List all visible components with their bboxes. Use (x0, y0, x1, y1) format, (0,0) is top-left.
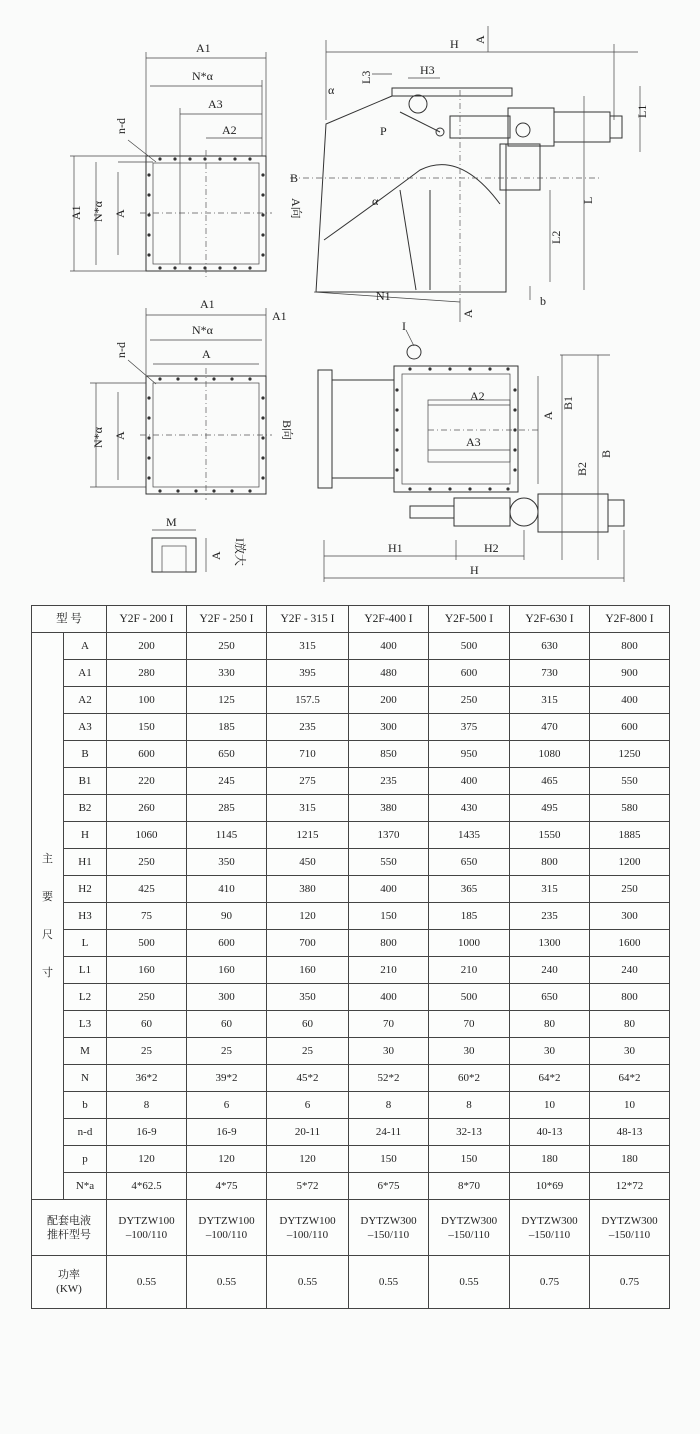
param-name: B1 (64, 768, 107, 795)
dimension-table (31, 605, 670, 1309)
table-row (32, 795, 670, 822)
param-name: A1 (64, 660, 107, 687)
actuator-cell (590, 1200, 670, 1256)
table-cell: 400 (349, 633, 429, 660)
table-cell: 1250 (590, 741, 670, 768)
table-cell: 235 (267, 714, 349, 741)
param-name: L3 (64, 1011, 107, 1038)
power-cell: 0.55 (187, 1256, 267, 1309)
table-cell: 1000 (429, 930, 510, 957)
table-cell: 30 (429, 1038, 510, 1065)
dim-label: α (328, 83, 335, 97)
actuator-cell (107, 1200, 187, 1256)
table-cell: 180 (510, 1146, 590, 1173)
table-cell: 8 (349, 1092, 429, 1119)
param-name: n-d (64, 1119, 107, 1146)
group-label-char: 主 (42, 853, 53, 865)
actuator-model: DYTZW300 (521, 1214, 578, 1227)
table-cell: 650 (510, 984, 590, 1011)
actuator-label-line: 推杆型号 (47, 1228, 91, 1241)
table-cell: 300 (590, 903, 670, 930)
table-cell: 10*69 (510, 1173, 590, 1200)
table-cell: 550 (590, 768, 670, 795)
table-cell: 6 (267, 1092, 349, 1119)
table-cell: 80 (510, 1011, 590, 1038)
table-cell: 70 (429, 1011, 510, 1038)
table-cell: 650 (187, 741, 267, 768)
actuator-range: –150/110 (448, 1228, 490, 1241)
table-cell: 600 (187, 930, 267, 957)
table-cell: 6*75 (349, 1173, 429, 1200)
actuator-range: –150/110 (528, 1228, 571, 1241)
dim-label: A (113, 209, 127, 218)
table-cell: 10 (590, 1092, 670, 1119)
table-cell: 330 (187, 660, 267, 687)
table-cell: 30 (349, 1038, 429, 1065)
table-cell: 300 (349, 714, 429, 741)
table-cell: 495 (510, 795, 590, 822)
table-cell: 120 (267, 903, 349, 930)
table-cell: 52*2 (349, 1065, 429, 1092)
power-cell: 0.75 (590, 1256, 670, 1309)
table-cell: 710 (267, 741, 349, 768)
table-cell: 200 (349, 687, 429, 714)
dim-label: A (473, 35, 487, 44)
model-header: Y2F - 250 I (187, 606, 267, 633)
table-cell: 10 (510, 1092, 590, 1119)
table-cell: 40-13 (510, 1119, 590, 1146)
dim-label: B2 (575, 461, 589, 476)
group-label-char: 要 (42, 891, 53, 903)
table-cell: 800 (590, 633, 670, 660)
param-name: H2 (64, 876, 107, 903)
dim-label: A3 (208, 97, 223, 111)
table-cell: 1600 (590, 930, 670, 957)
power-cell: 0.55 (349, 1256, 429, 1309)
table-cell: 60*2 (429, 1065, 510, 1092)
table-cell: 240 (590, 957, 670, 984)
table-cell: 180 (590, 1146, 670, 1173)
table-cell: 4*62.5 (107, 1173, 187, 1200)
actuator-range: –100/110 (125, 1228, 168, 1241)
param-name: A2 (64, 687, 107, 714)
table-row (32, 1038, 670, 1065)
engineering-drawing (0, 0, 700, 598)
table-cell: 1215 (267, 822, 349, 849)
table-cell: 250 (107, 984, 187, 1011)
table-cell: 235 (349, 768, 429, 795)
param-name: M (64, 1038, 107, 1065)
table-cell: 395 (267, 660, 349, 687)
side-view (289, 26, 649, 322)
table-cell: 185 (187, 714, 267, 741)
dim-label: A1 (200, 297, 215, 311)
dim-label: B1 (561, 395, 575, 410)
table-cell: 280 (107, 660, 187, 687)
table-cell: 210 (349, 957, 429, 984)
table-cell: 365 (429, 876, 510, 903)
table-cell: 465 (510, 768, 590, 795)
table-cell: 20-11 (267, 1119, 349, 1146)
table-cell: 600 (429, 660, 510, 687)
table-cell: 160 (107, 957, 187, 984)
dim-label: H3 (420, 63, 435, 77)
dim-label: A向 (289, 198, 303, 219)
model-header: Y2F - 200 I (107, 606, 187, 633)
table-cell: 200 (107, 633, 187, 660)
table-cell: 600 (590, 714, 670, 741)
model-header: Y2F-800 I (590, 606, 670, 633)
param-name: L1 (64, 957, 107, 984)
model-header: Y2F-400 I (349, 606, 429, 633)
actuator-model: DYTZW300 (601, 1214, 658, 1227)
table-cell: 250 (107, 849, 187, 876)
actuator-row (32, 1200, 670, 1256)
actuator-cell (510, 1200, 590, 1256)
table-cell: 380 (349, 795, 429, 822)
dim-label: N*α (91, 201, 105, 222)
dim-label: A (113, 431, 127, 440)
actuator-label-line: 配套电液 (47, 1214, 91, 1227)
table-cell: 850 (349, 741, 429, 768)
table-cell: 375 (429, 714, 510, 741)
param-name: L (64, 930, 107, 957)
table-row (32, 1011, 670, 1038)
model-header: Y2F-630 I (510, 606, 590, 633)
table-cell: 75 (107, 903, 187, 930)
dim-label: b (540, 294, 546, 308)
table-cell: 64*2 (590, 1065, 670, 1092)
table-row (32, 930, 670, 957)
dim-label: P (380, 124, 387, 138)
table-row (32, 768, 670, 795)
table-cell: 630 (510, 633, 590, 660)
table-cell: 315 (510, 687, 590, 714)
actuator-cell (349, 1200, 429, 1256)
table-cell: 36*2 (107, 1065, 187, 1092)
param-name: N (64, 1065, 107, 1092)
dim-label: I (402, 319, 406, 333)
table-cell: 8*70 (429, 1173, 510, 1200)
table-cell: 500 (429, 633, 510, 660)
table-cell: 700 (267, 930, 349, 957)
table-cell: 1145 (187, 822, 267, 849)
group-label-char: 尺 (42, 929, 53, 941)
table-cell: 6 (187, 1092, 267, 1119)
header-label: 型 号 (32, 606, 107, 633)
dim-label: A2 (470, 389, 485, 403)
table-row (32, 660, 670, 687)
table-cell: 24-11 (349, 1119, 429, 1146)
table-cell: 245 (187, 768, 267, 795)
param-name: b (64, 1092, 107, 1119)
table-cell: 1885 (590, 822, 670, 849)
table-cell: 400 (349, 876, 429, 903)
table-cell: 650 (429, 849, 510, 876)
actuator-range: –100/110 (205, 1228, 248, 1241)
actuator-cell (187, 1200, 267, 1256)
model-header: Y2F-500 I (429, 606, 510, 633)
table-row (32, 984, 670, 1011)
dim-label: H1 (388, 541, 403, 555)
dim-label: α (372, 194, 379, 208)
group-label-char: 寸 (42, 967, 53, 979)
table-cell: 1200 (590, 849, 670, 876)
table-cell: 160 (267, 957, 349, 984)
table-cell: 150 (349, 1146, 429, 1173)
actuator-model: DYTZW300 (360, 1214, 417, 1227)
table-cell: 150 (107, 714, 187, 741)
model-header: Y2F - 315 I (267, 606, 349, 633)
table-cell: 39*2 (187, 1065, 267, 1092)
dim-label: N1 (376, 289, 391, 303)
table-row (32, 1146, 670, 1173)
param-name: A3 (64, 714, 107, 741)
table-cell: 45*2 (267, 1065, 349, 1092)
table-cell: 550 (349, 849, 429, 876)
flange-view-a (69, 41, 272, 278)
table-cell: 600 (107, 741, 187, 768)
detail-i (152, 515, 248, 572)
table-cell: 260 (107, 795, 187, 822)
dim-label: I放大 (233, 538, 247, 566)
table-cell: 315 (510, 876, 590, 903)
table-cell: 32-13 (429, 1119, 510, 1146)
table-cell: 250 (429, 687, 510, 714)
dim-label: L (581, 196, 595, 204)
table-cell: 240 (510, 957, 590, 984)
table-cell: 160 (187, 957, 267, 984)
actuator-model: DYTZW100 (118, 1214, 175, 1227)
table-cell: 150 (349, 903, 429, 930)
table-cell: 250 (187, 633, 267, 660)
table-row (32, 1119, 670, 1146)
dim-label: L3 (359, 70, 373, 84)
dim-label: H2 (484, 541, 499, 555)
power-row (32, 1256, 670, 1309)
dim-label: B (290, 171, 299, 185)
table-cell: 315 (267, 795, 349, 822)
table-cell: 400 (349, 984, 429, 1011)
table-row (32, 957, 670, 984)
table-cell: 30 (510, 1038, 590, 1065)
table-cell: 500 (107, 930, 187, 957)
dim-label: N*α (91, 427, 105, 448)
table-cell: 315 (267, 633, 349, 660)
table-cell: 12*72 (590, 1173, 670, 1200)
flange-view-b (90, 297, 294, 500)
dim-label: B (599, 449, 613, 458)
table-cell: 1550 (510, 822, 590, 849)
table-cell: 125 (187, 687, 267, 714)
power-cell: 0.55 (267, 1256, 349, 1309)
dim-label: H (450, 37, 459, 51)
table-cell: 60 (187, 1011, 267, 1038)
table-row (32, 741, 670, 768)
dim-label: H (470, 563, 479, 577)
dim-label: L2 (549, 230, 563, 244)
table-cell: 410 (187, 876, 267, 903)
table-cell: 1435 (429, 822, 510, 849)
table-cell: 64*2 (510, 1065, 590, 1092)
table-cell: 120 (187, 1146, 267, 1173)
param-name: H3 (64, 903, 107, 930)
table-cell: 80 (590, 1011, 670, 1038)
table-cell: 250 (590, 876, 670, 903)
dim-label: B向 (280, 420, 294, 441)
actuator-label (32, 1200, 107, 1256)
dim-label: L1 (635, 104, 649, 118)
table-cell: 210 (429, 957, 510, 984)
dim-label: A1 (272, 309, 287, 323)
table-cell: 1060 (107, 822, 187, 849)
table-cell: 120 (107, 1146, 187, 1173)
table-cell: 25 (187, 1038, 267, 1065)
param-name: A (64, 633, 107, 660)
dim-label: A2 (222, 123, 237, 137)
actuator-model: DYTZW100 (198, 1214, 255, 1227)
table-row (32, 633, 670, 660)
table-cell: 450 (267, 849, 349, 876)
dim-label: n-d (114, 118, 128, 134)
table-cell: 70 (349, 1011, 429, 1038)
table-cell: 25 (267, 1038, 349, 1065)
table-row (32, 687, 670, 714)
table-cell: 480 (349, 660, 429, 687)
actuator-model: DYTZW300 (440, 1214, 498, 1227)
param-name: L2 (64, 984, 107, 1011)
dim-label: N*α (192, 323, 213, 337)
table-cell: 275 (267, 768, 349, 795)
table-cell: 220 (107, 768, 187, 795)
dim-label: A1 (196, 41, 211, 55)
table-row (32, 849, 670, 876)
power-cell: 0.55 (107, 1256, 187, 1309)
table-cell: 800 (510, 849, 590, 876)
dim-label: A1 (69, 205, 83, 220)
table-cell: 730 (510, 660, 590, 687)
dim-label: A (461, 309, 475, 318)
table-cell: 235 (510, 903, 590, 930)
table-cell: 157.5 (267, 687, 349, 714)
power-cell: 0.75 (510, 1256, 590, 1309)
table-cell: 950 (429, 741, 510, 768)
table-cell: 120 (267, 1146, 349, 1173)
actuator-cell (267, 1200, 349, 1256)
dim-label: n-d (114, 342, 128, 358)
actuator-range: –150/110 (608, 1228, 651, 1241)
table-cell: 285 (187, 795, 267, 822)
table-cell: 8 (107, 1092, 187, 1119)
table-cell: 800 (590, 984, 670, 1011)
table-cell: 430 (429, 795, 510, 822)
table-cell: 60 (107, 1011, 187, 1038)
actuator-range: –100/110 (286, 1228, 329, 1241)
table-cell: 8 (429, 1092, 510, 1119)
top-view (318, 319, 624, 582)
table-cell: 150 (429, 1146, 510, 1173)
table-cell: 16-9 (187, 1119, 267, 1146)
table-cell: 1080 (510, 741, 590, 768)
table-row (32, 1092, 670, 1119)
table-cell: 16-9 (107, 1119, 187, 1146)
actuator-cell (429, 1200, 510, 1256)
dim-label: A (202, 347, 211, 361)
table-cell: 400 (590, 687, 670, 714)
table-cell: 425 (107, 876, 187, 903)
table-cell: 1300 (510, 930, 590, 957)
table-cell: 48-13 (590, 1119, 670, 1146)
param-name: B (64, 741, 107, 768)
dim-label: A (209, 551, 223, 560)
dim-label: A3 (466, 435, 481, 449)
dim-label: A (541, 411, 555, 420)
table-cell: 300 (187, 984, 267, 1011)
table-cell: 380 (267, 876, 349, 903)
dim-label: M (166, 515, 177, 529)
table-cell: 400 (429, 768, 510, 795)
table-row (32, 903, 670, 930)
table-row (32, 714, 670, 741)
table-cell: 350 (187, 849, 267, 876)
table-cell: 100 (107, 687, 187, 714)
table-cell: 1370 (349, 822, 429, 849)
table-cell: 185 (429, 903, 510, 930)
table-cell: 4*75 (187, 1173, 267, 1200)
table-cell: 350 (267, 984, 349, 1011)
param-name: N*a (64, 1173, 107, 1200)
table-cell: 900 (590, 660, 670, 687)
table-row (32, 876, 670, 903)
table-row (32, 1065, 670, 1092)
table-row (32, 1173, 670, 1200)
actuator-model: DYTZW100 (279, 1214, 336, 1227)
table-cell: 5*72 (267, 1173, 349, 1200)
param-name: H (64, 822, 107, 849)
actuator-range: –150/110 (367, 1228, 410, 1241)
group-label (32, 633, 64, 1200)
power-label-line: (KW) (56, 1283, 82, 1295)
table-cell: 470 (510, 714, 590, 741)
table-row (32, 822, 670, 849)
table-cell: 90 (187, 903, 267, 930)
param-name: p (64, 1146, 107, 1173)
table-cell: 60 (267, 1011, 349, 1038)
power-label (32, 1256, 107, 1309)
table-cell: 25 (107, 1038, 187, 1065)
param-name: H1 (64, 849, 107, 876)
header-row (32, 606, 670, 633)
param-name: B2 (64, 795, 107, 822)
table-cell: 800 (349, 930, 429, 957)
table-cell: 500 (429, 984, 510, 1011)
power-cell: 0.55 (429, 1256, 510, 1309)
table-cell: 30 (590, 1038, 670, 1065)
table-cell: 580 (590, 795, 670, 822)
power-label-line: 功率 (58, 1269, 80, 1281)
dim-label: N*α (192, 69, 213, 83)
